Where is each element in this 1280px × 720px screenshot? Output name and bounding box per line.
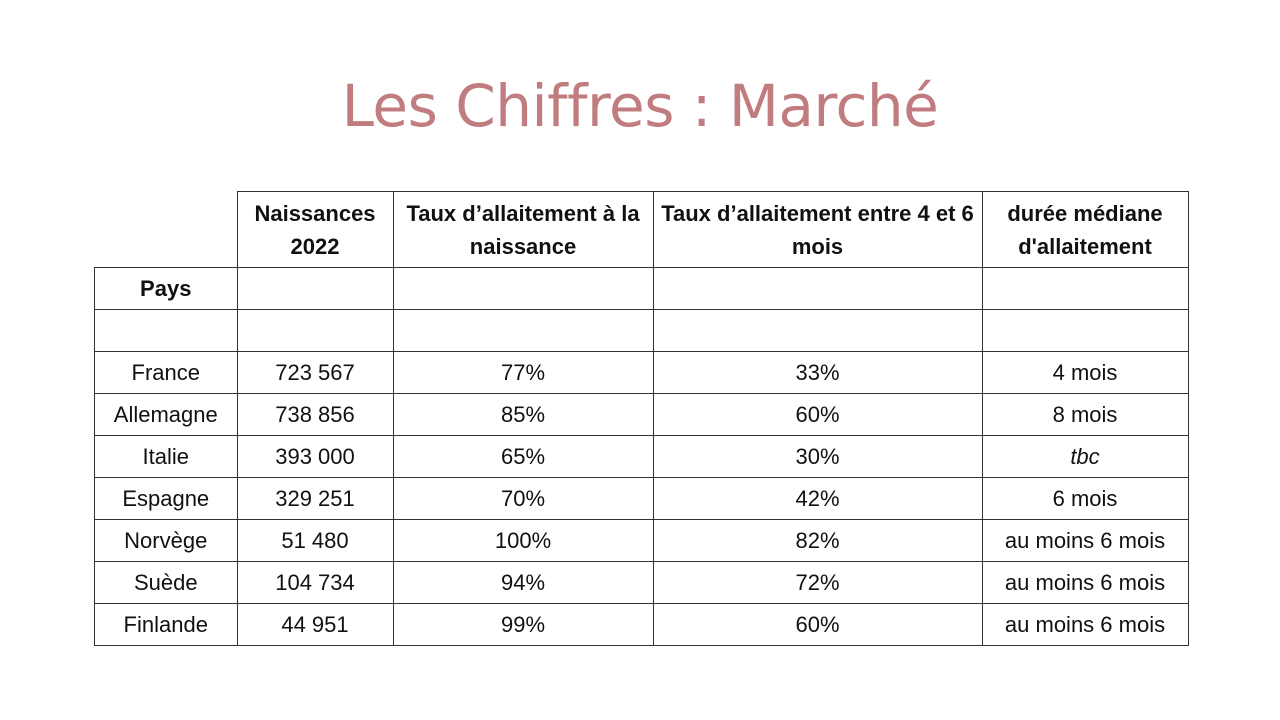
rate-birth-cell: 85% xyxy=(393,394,653,436)
empty-cell xyxy=(237,268,393,310)
median-duration-cell: 8 mois xyxy=(982,394,1188,436)
rate-birth-cell: 77% xyxy=(393,352,653,394)
empty-cell xyxy=(982,310,1188,352)
table-row xyxy=(95,436,1189,478)
births-cell: 393 000 xyxy=(237,436,393,478)
births-cell: 738 856 xyxy=(237,394,393,436)
header-taux-naissance: Taux d’allaitement à la naissance xyxy=(393,192,653,268)
rate-birth-cell: 70% xyxy=(393,478,653,520)
rate-birth-cell: 94% xyxy=(393,562,653,604)
table-row xyxy=(95,604,1189,646)
rate-birth-cell: 99% xyxy=(393,604,653,646)
median-duration-cell: au moins 6 mois xyxy=(982,604,1188,646)
births-cell: 51 480 xyxy=(237,520,393,562)
pays-label-row xyxy=(95,268,1189,310)
rate-4-6-cell: 60% xyxy=(653,604,982,646)
births-cell: 329 251 xyxy=(237,478,393,520)
rate-birth-cell: 100% xyxy=(393,520,653,562)
median-duration-cell: 6 mois xyxy=(982,478,1188,520)
table-row xyxy=(95,394,1189,436)
empty-cell xyxy=(393,268,653,310)
empty-cell xyxy=(982,268,1188,310)
spacer-row xyxy=(95,310,1189,352)
empty-cell xyxy=(237,310,393,352)
header-naissances: Naissances 2022 xyxy=(237,192,393,268)
country-cell: Suède xyxy=(95,562,238,604)
slide-title: Les Chiffres : Marché xyxy=(341,72,939,140)
births-cell: 44 951 xyxy=(237,604,393,646)
country-cell: Finlande xyxy=(95,604,238,646)
rate-4-6-cell: 82% xyxy=(653,520,982,562)
median-duration-cell: tbc xyxy=(982,436,1188,478)
country-cell: Allemagne xyxy=(95,394,238,436)
rate-4-6-cell: 42% xyxy=(653,478,982,520)
births-cell: 723 567 xyxy=(237,352,393,394)
empty-cell xyxy=(393,310,653,352)
pays-label: Pays xyxy=(95,268,238,310)
market-table xyxy=(94,191,1189,646)
header-cell-empty xyxy=(95,192,238,268)
median-duration-cell: au moins 6 mois xyxy=(982,562,1188,604)
empty-cell xyxy=(653,310,982,352)
empty-cell xyxy=(95,310,238,352)
header-duree-mediane: durée médiane d'allaitement xyxy=(982,192,1188,268)
table-row xyxy=(95,352,1189,394)
median-duration-cell: au moins 6 mois xyxy=(982,520,1188,562)
country-cell: France xyxy=(95,352,238,394)
rate-4-6-cell: 33% xyxy=(653,352,982,394)
rate-4-6-cell: 72% xyxy=(653,562,982,604)
country-cell: Norvège xyxy=(95,520,238,562)
table-row xyxy=(95,520,1189,562)
country-cell: Italie xyxy=(95,436,238,478)
header-taux-4-6-mois: Taux d’allaitement entre 4 et 6 mois xyxy=(653,192,982,268)
table-row xyxy=(95,562,1189,604)
country-cell: Espagne xyxy=(95,478,238,520)
rate-4-6-cell: 60% xyxy=(653,394,982,436)
table-header-row xyxy=(95,192,1189,268)
births-cell: 104 734 xyxy=(237,562,393,604)
table-row xyxy=(95,478,1189,520)
median-duration-cell: 4 mois xyxy=(982,352,1188,394)
rate-birth-cell: 65% xyxy=(393,436,653,478)
empty-cell xyxy=(653,268,982,310)
rate-4-6-cell: 30% xyxy=(653,436,982,478)
